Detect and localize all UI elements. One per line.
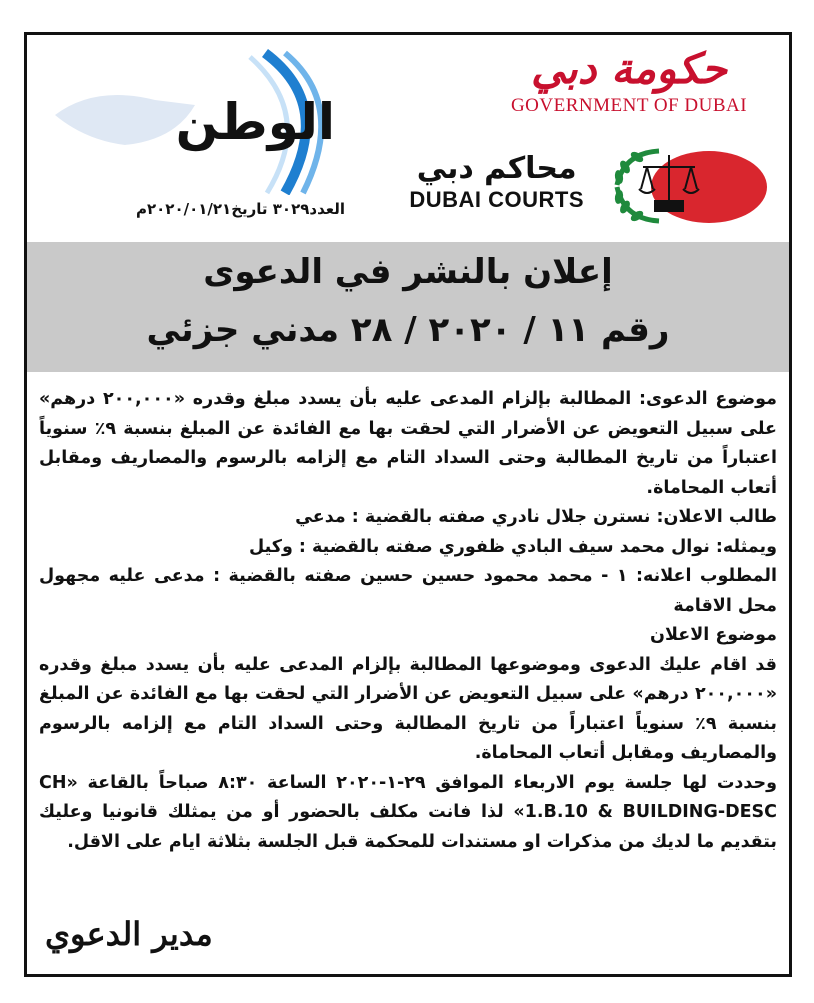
newspaper-masthead <box>35 45 365 230</box>
case-manager-signature: مدير الدعوي <box>45 915 213 953</box>
government-of-dubai-logo <box>509 43 749 117</box>
requester-line: طالب الاعلان: نسترن جلال نادري صفته بالقضية : مدعي <box>295 507 777 527</box>
dubai-courts-english: DUBAI COURTS <box>409 187 584 212</box>
announcement-title: إعلان بالنشر في الدعوى <box>203 252 613 292</box>
newspaper-name: الوطن <box>175 93 335 151</box>
announcement-subject-heading: موضوع الاعلان <box>650 625 777 645</box>
case-number-title: رقم ١١ / ٢٠٢٠ / ٢٨ مدني جزئي <box>146 310 670 350</box>
hearing-details-paragraph: وحددت لها جلسة يوم الاربعاء الموافق ٢٩-١-٢٠٢٠ الساعة ٨:٣٠ صباحاً بالقاعة «CH 1.B.10 & BUILDING-DESC» لذا فانت مكلف بالحضور أو من يمثلك قانونيا وعليك بتقديم ما لديك من مذكرات او مستندات للمحكمة قبل الجلسة بثلاثة ايام على الاقل. <box>39 772 778 852</box>
case-subject-paragraph: موضوع الدعوى: المطالبة بإلزام المدعى عليه بأن يسدد مبلغ وقدره «٢٠٠,٠٠٠ درهم» على سبيل التعويض عن الأضرار التي لحقت بها مع الفائدة عن المبلغ بنسبة ٩٪ سنوياً اعتباراً من تاريخ المطالبة وحتى السداد التام مع إلزامه بالرسوم والمصاريف ومقابل أتعاب المحاماة. <box>39 389 777 498</box>
announcement-body <box>39 385 777 857</box>
dubai-courts-logo <box>389 145 769 225</box>
government-logo-english: GOVERNMENT OF DUBAI <box>510 95 748 116</box>
announcement-frame <box>24 32 792 977</box>
dubai-courts-arabic: محاكم دبي <box>416 151 577 186</box>
representative-line: ويمثله: نوال محمد سيف البادي ظفوري صفته بالقضية : وكيل <box>249 536 777 557</box>
dubai-courts-text <box>409 151 584 213</box>
scales-of-justice-icon <box>599 145 769 225</box>
announcement-subject-paragraph: قد اقام عليك الدعوى وموضوعها المطالبة بإلزام المدعى عليه بأن يسدد مبلغ وقدره «٢٠٠,٠٠٠ درهم» على سبيل التعويض عن الأضرار التي لحقت بها مع الفائدة عن المبلغ بنسبة ٩٪ سنوياً اعتباراً من تاريخ المطالبة وحتى السداد التام مع إلزامه بالرسوم والمصاريف ومقابل أتعاب المحاماة. <box>39 654 777 763</box>
title-band <box>27 242 789 372</box>
header <box>27 35 789 240</box>
government-logo-arabic: حكومة دبي <box>531 44 727 93</box>
issue-number-date: العدد٣٠٢٩ تاريخ٢٠٢٠/٠١/٢١م <box>135 200 345 218</box>
respondent-line: المطلوب اعلانه: ١ - محمد محمود حسين حسين صفته بالقضية : مدعى عليه مجهول محل الاقامة <box>39 566 777 616</box>
